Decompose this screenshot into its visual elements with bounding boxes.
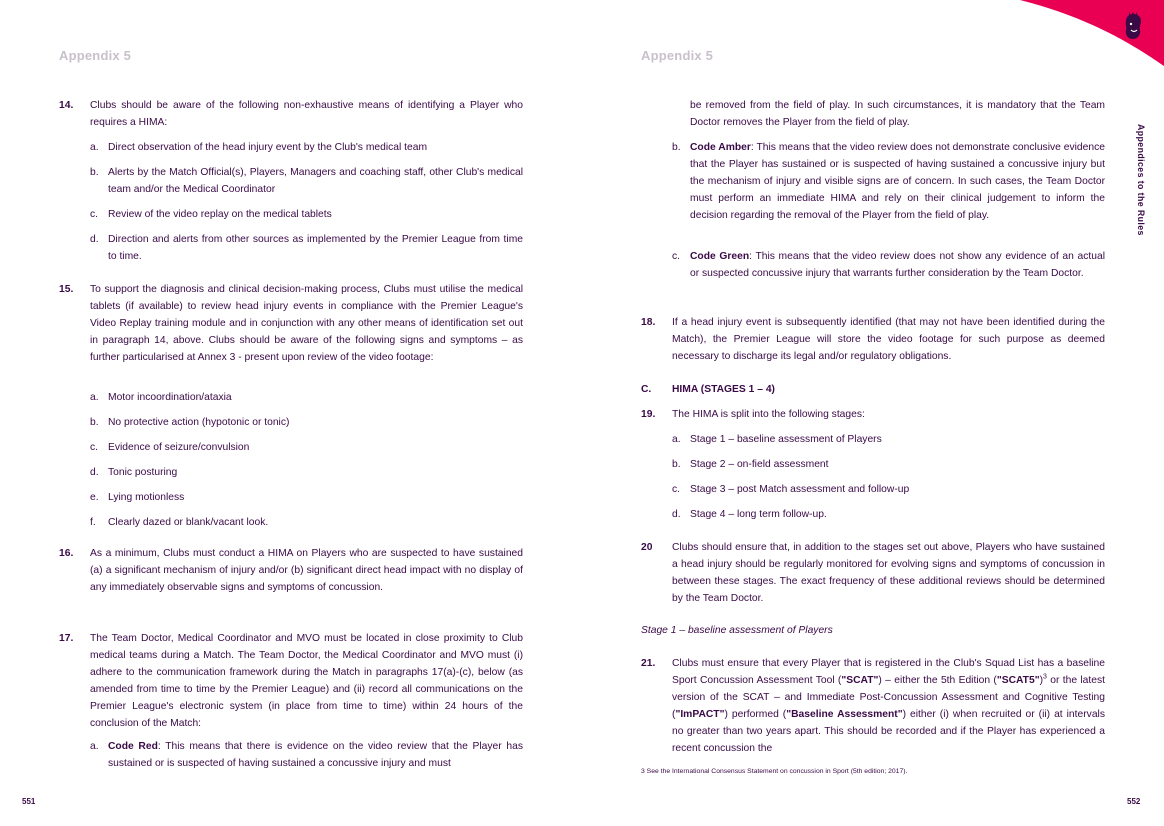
appendix-heading-left: Appendix 5 bbox=[59, 48, 132, 63]
list-item: d. Stage 4 – long term follow-up. bbox=[672, 509, 827, 520]
paragraph-15 bbox=[59, 282, 523, 367]
paragraph-text: If a head injury event is subsequently identified (that may not have been identified during the Match), the Premier League will store the video footage for such purpose as deemed necessary to discharge its legal and/or regulatory obligations. bbox=[672, 317, 1105, 362]
paragraph-number: 19. bbox=[641, 409, 656, 420]
section-heading-c: C. HIMA (STAGES 1 – 4) bbox=[641, 384, 775, 395]
paragraph-17 bbox=[59, 631, 523, 732]
list-item: c. Stage 3 – post Match assessment and follow-up bbox=[672, 484, 910, 495]
paragraph-number: 15. bbox=[59, 284, 74, 295]
paragraph-14 bbox=[59, 98, 523, 132]
list-item: f. Clearly dazed or blank/vacant look. bbox=[90, 517, 269, 528]
paragraph-text: Clubs should ensure that, in addition to the stages set out above, Players who have sustained a head injury should be regularly monitored for evolving signs and symptoms of concussion in between these stages. The exact frequency of these additional reviews should be determined by the Team Doctor. bbox=[672, 542, 1105, 604]
paragraph-text: The Team Doctor, Medical Coordinator and MVO must be located in close proximity to Club medical teams during a Match. The Team Doctor, the Medical Coordinator and MVO must (i) adhere to the communication framework during the Match in paragraphs 17(a)-(c), below (as amended from time to time by the Premier League) and (ii) record all communications on the Premier League's electronic system (in place from time to time) within 24 hours of the conclusion of the Match: bbox=[90, 633, 523, 729]
paragraph-number: 20 bbox=[641, 542, 653, 553]
list-item: b. No protective action (hypotonic or tonic) bbox=[90, 417, 290, 428]
paragraph-19 bbox=[641, 407, 1105, 424]
paragraph-text: To support the diagnosis and clinical decision-making process, Clubs must utilise the medical tablets (if available) to review head injury events in compliance with the Premier League's Video Replay training module and in conjunction with any other means of identification set out in paragraph 14, above. Clubs should be aware of the following signs and symptoms – as further particularised at Annex 3 - present upon review of the video footage: bbox=[90, 284, 523, 363]
paragraph-text: Clubs should be aware of the following non-exhaustive means of identifying a Player who requires a HIMA: bbox=[90, 100, 523, 128]
paragraph-20 bbox=[641, 540, 1105, 608]
list-item-code-green: c. Code Green: This means that the video review does not show any evidence of an actual or suspected concussive injury that warrants further consideration by the Team Doctor. bbox=[672, 251, 1105, 279]
premier-league-lion-icon bbox=[1126, 12, 1141, 39]
brand-corner-banner bbox=[1020, 0, 1164, 70]
section-side-label: Appendices to the Rules bbox=[1136, 124, 1146, 236]
list-item: d. Tonic posturing bbox=[90, 467, 178, 478]
paragraph-text: The HIMA is split into the following stages: bbox=[672, 409, 865, 420]
paragraph-number: 14. bbox=[59, 100, 74, 111]
list-item: b. Alerts by the Match Official(s), Players, Managers and coaching staff, other Club's medical team and/or the Medical Coordinator bbox=[90, 167, 523, 195]
appendix-heading-right: Appendix 5 bbox=[641, 48, 714, 63]
pink-swoosh-shape bbox=[1020, 0, 1164, 66]
code-green-label: Code Green bbox=[690, 251, 750, 262]
list-item: b. Stage 2 – on-field assessment bbox=[672, 459, 829, 470]
list-item-code-amber: b. Code Amber: This means that the video review does not demonstrate conclusive evidence that the Player has sustained or is suspected of having sustained a concussive injury but the mechanism of injury and visible signs are of concern. In such cases, the Team Doctor must perform an immediate HIMA and rely on their clinical judgement to inform the decision regarding the removal of the Player from the field of play. bbox=[672, 142, 1105, 221]
list-item: c. Review of the video replay on the medical tablets bbox=[90, 209, 332, 220]
paragraph-number: 18. bbox=[641, 317, 656, 328]
paragraph-16 bbox=[59, 546, 523, 597]
paragraph-text: As a minimum, Clubs must conduct a HIMA on Players who are suspected to have sustained (a) a significant mechanism of injury and/or (b) significant direct head impact with no display of any immediately observable signs and symptoms of concussion. bbox=[90, 548, 523, 593]
footnote: 3 See the International Consensus Statement on concussion in Sport (5th edition; 2017). bbox=[641, 768, 908, 775]
footnote-marker: 3 bbox=[1043, 673, 1047, 681]
list-item: c. Evidence of seizure/convulsion bbox=[90, 442, 250, 453]
list-item: a. Motor incoordination/ataxia bbox=[90, 392, 232, 403]
paragraph-number: 16. bbox=[59, 548, 74, 559]
paragraph-text: Clubs must ensure that every Player that is registered in the Club's Squad List has a baseline Sport Concussion Assessment Tool ("SCAT") – either the 5th Edition ("SCAT5")$^3$ or the latest version of the SCAT – and Immediate Post-Concussion Assessment and Cognitive Testing ("ImPACT") performed ("Baseline Assessment") either (i) when recruited or (ii) at intervals no greater than two years apart. This should be recorded and if the Player has experienced a recent concussion the bbox=[672, 658, 1105, 754]
list-item: a. Stage 1 – baseline assessment of Players bbox=[672, 434, 882, 445]
paragraph-21 bbox=[641, 656, 1105, 757]
paragraph-17a-continued: be removed from the field of play. In such circumstances, it is mandatory that the Team Doctor removes the Player from the field of play. bbox=[690, 100, 1105, 128]
list-item-code-red: a. Code Red: This means that there is evidence on the video review that the Player has sustained or is suspected of having sustained a concussive injury and must bbox=[90, 741, 523, 769]
page-number-right: 552 bbox=[1127, 797, 1141, 806]
code-red-label: Code Red bbox=[108, 741, 158, 752]
list-item: d. Direction and alerts from other sources as implemented by the Premier League from time to time. bbox=[90, 234, 523, 262]
paragraph-18 bbox=[641, 315, 1105, 366]
paragraph-number: 21. bbox=[641, 658, 656, 669]
list-item: a. Direct observation of the head injury event by the Club's medical team bbox=[90, 142, 428, 153]
stage-1-subheading: Stage 1 – baseline assessment of Players bbox=[641, 625, 833, 636]
page-number-left: 551 bbox=[22, 797, 36, 806]
right-page bbox=[582, 0, 1164, 826]
list-item: e. Lying motionless bbox=[90, 492, 185, 503]
paragraph-number: 17. bbox=[59, 633, 74, 644]
code-amber-label: Code Amber bbox=[690, 142, 751, 153]
